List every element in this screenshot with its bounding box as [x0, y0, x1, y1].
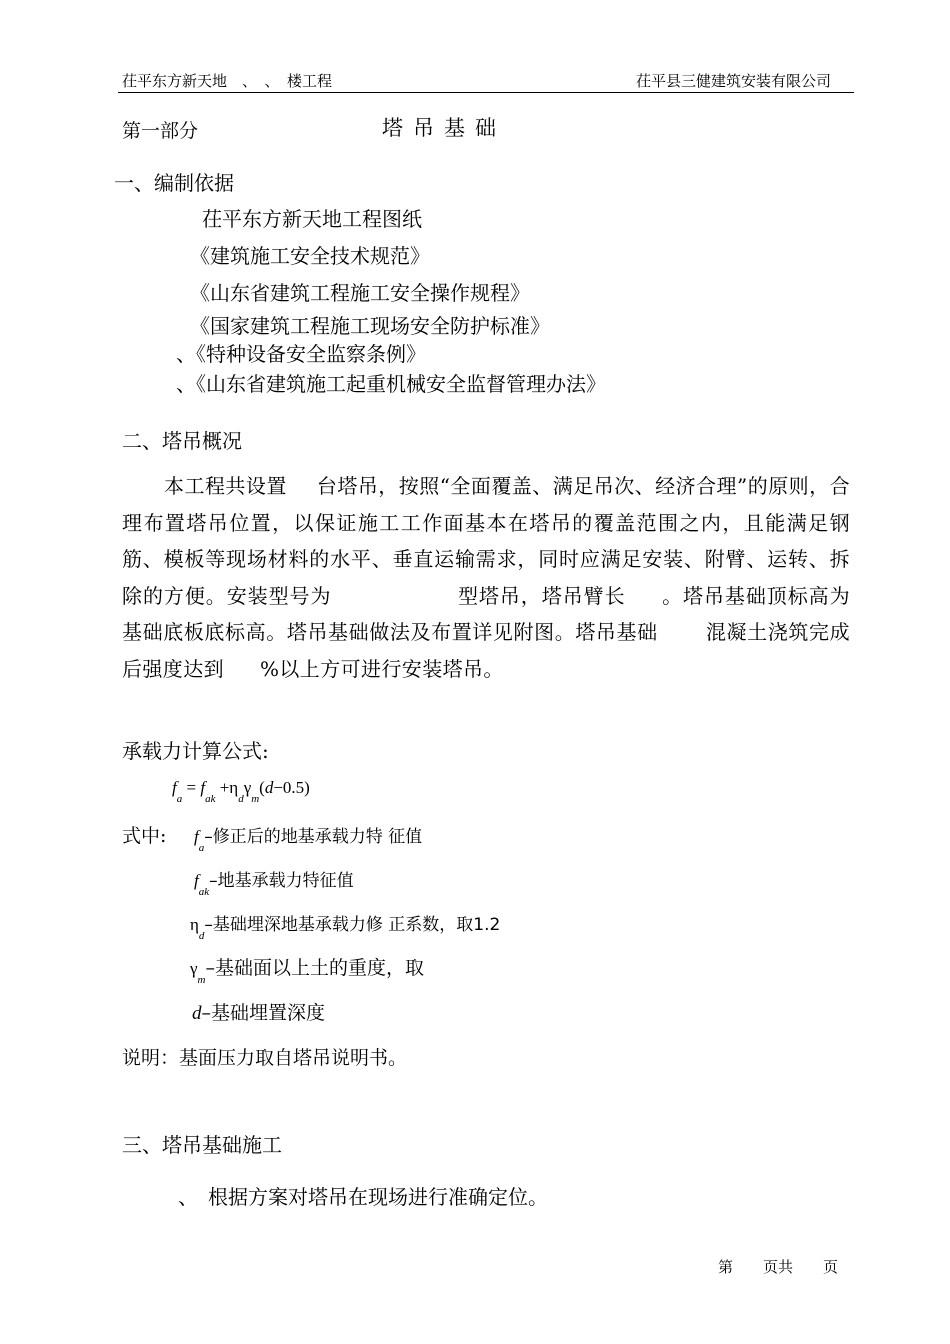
page-title: 塔吊基础: [382, 116, 506, 140]
formula-symbol: f: [194, 871, 199, 890]
header-company-name: 茌平县三健建筑安装有限公司: [636, 72, 832, 90]
definition-row: [194, 866, 354, 898]
formula-operator: (: [259, 778, 265, 797]
formula-symbol: η: [190, 915, 199, 934]
bearing-capacity-formula: [172, 778, 310, 805]
formula-operator: =: [186, 778, 197, 797]
reference-item: 、《特种设备安全监察条例》: [176, 342, 426, 366]
definition-text: –修正后的地基承载力特 征值: [204, 827, 423, 847]
formula-subscript: a: [176, 793, 183, 805]
reference-item: 《国家建筑工程施工现场安全防护标准》: [190, 314, 550, 338]
reference-item: 茌平东方新天地工程图纸: [202, 207, 422, 231]
definition-row: [194, 822, 423, 854]
definition-text: –地基承载力特征值: [209, 871, 354, 891]
formula-subscript: d: [238, 793, 244, 805]
formula-operator: −0.5): [273, 778, 310, 797]
definition-row: [192, 998, 325, 1025]
formula-subscript: ak: [198, 886, 210, 898]
overview-text: 本工程共设置: [164, 474, 287, 498]
overview-text: %以上方可进行安装塔吊。: [260, 656, 504, 681]
definition-row: [190, 953, 424, 986]
reference-item: 《山东省建筑工程施工安全操作规程》: [190, 281, 530, 305]
formula-symbol: f: [194, 827, 199, 846]
definition-text: –基础埋深地基承载力修 正系数，取1.2: [204, 915, 501, 935]
reference-item: 、《山东省建筑施工起重机械安全监督管理办法》: [176, 372, 606, 396]
overview-text: 型塔吊，塔吊臂长: [457, 583, 626, 608]
overview-text: 混凝土浇筑完成后强度达到: [122, 620, 850, 681]
definition-row: [190, 910, 501, 942]
formula-subscript: a: [198, 842, 205, 854]
section-1-heading: 一、编制依据: [114, 171, 234, 195]
definition-text: –基础面以上土的重度，取: [205, 957, 424, 979]
part-label: 第一部分: [122, 120, 199, 142]
formula-subscript: d: [198, 930, 205, 942]
section-3-heading: 三、塔吊基础施工: [122, 1133, 282, 1157]
construction-step: 、 根据方案对塔吊在现场进行准确定位。: [178, 1185, 548, 1209]
formula-subscript: m: [197, 974, 206, 986]
formula-subscript: ak: [205, 793, 216, 805]
section-2-heading: 二、塔吊概况: [122, 429, 242, 453]
overview-text: 台塔吊，按照“全面覆盖、满足吊次、经济合理”的原则，合理布置塔吊位置，以保证施工工作面基本在塔吊的覆盖范围之内，且能满足钢筋、模板等现场材料的水平、垂直运输需求，同时应满足安装、附臂、运转、拆除的方便。安装型号为: [122, 474, 850, 608]
formula-symbol: d: [192, 1003, 202, 1024]
overview-text: 。塔吊基础顶标高为基础底板底标高。塔吊基础做法及布置详见附图。塔吊基础: [122, 583, 851, 644]
header-project-name: 茌平东方新天地 、 、 楼工程: [122, 72, 333, 90]
formula-symbol: d: [264, 778, 274, 797]
definition-text: –基础埋置深度: [201, 1002, 326, 1024]
formula-symbol: f: [200, 778, 206, 797]
page-number: 第 页共 页: [718, 1258, 839, 1276]
note-text: 说明：基面压力取自塔吊说明书。: [122, 1047, 408, 1069]
formula-symbol: γ: [243, 778, 252, 797]
reference-item: 《建筑施工安全技术规范》: [190, 244, 430, 268]
formula-subscript: m: [251, 793, 260, 805]
header-divider: [118, 92, 854, 93]
where-label: 式中:: [122, 825, 167, 847]
formula-operator: +: [219, 778, 230, 797]
formula-symbol: γ: [190, 959, 198, 978]
formula-symbol: η: [229, 778, 239, 797]
formula-label: 承载力计算公式:: [122, 739, 269, 763]
formula-symbol: f: [172, 778, 177, 797]
overview-paragraph: [122, 468, 850, 687]
